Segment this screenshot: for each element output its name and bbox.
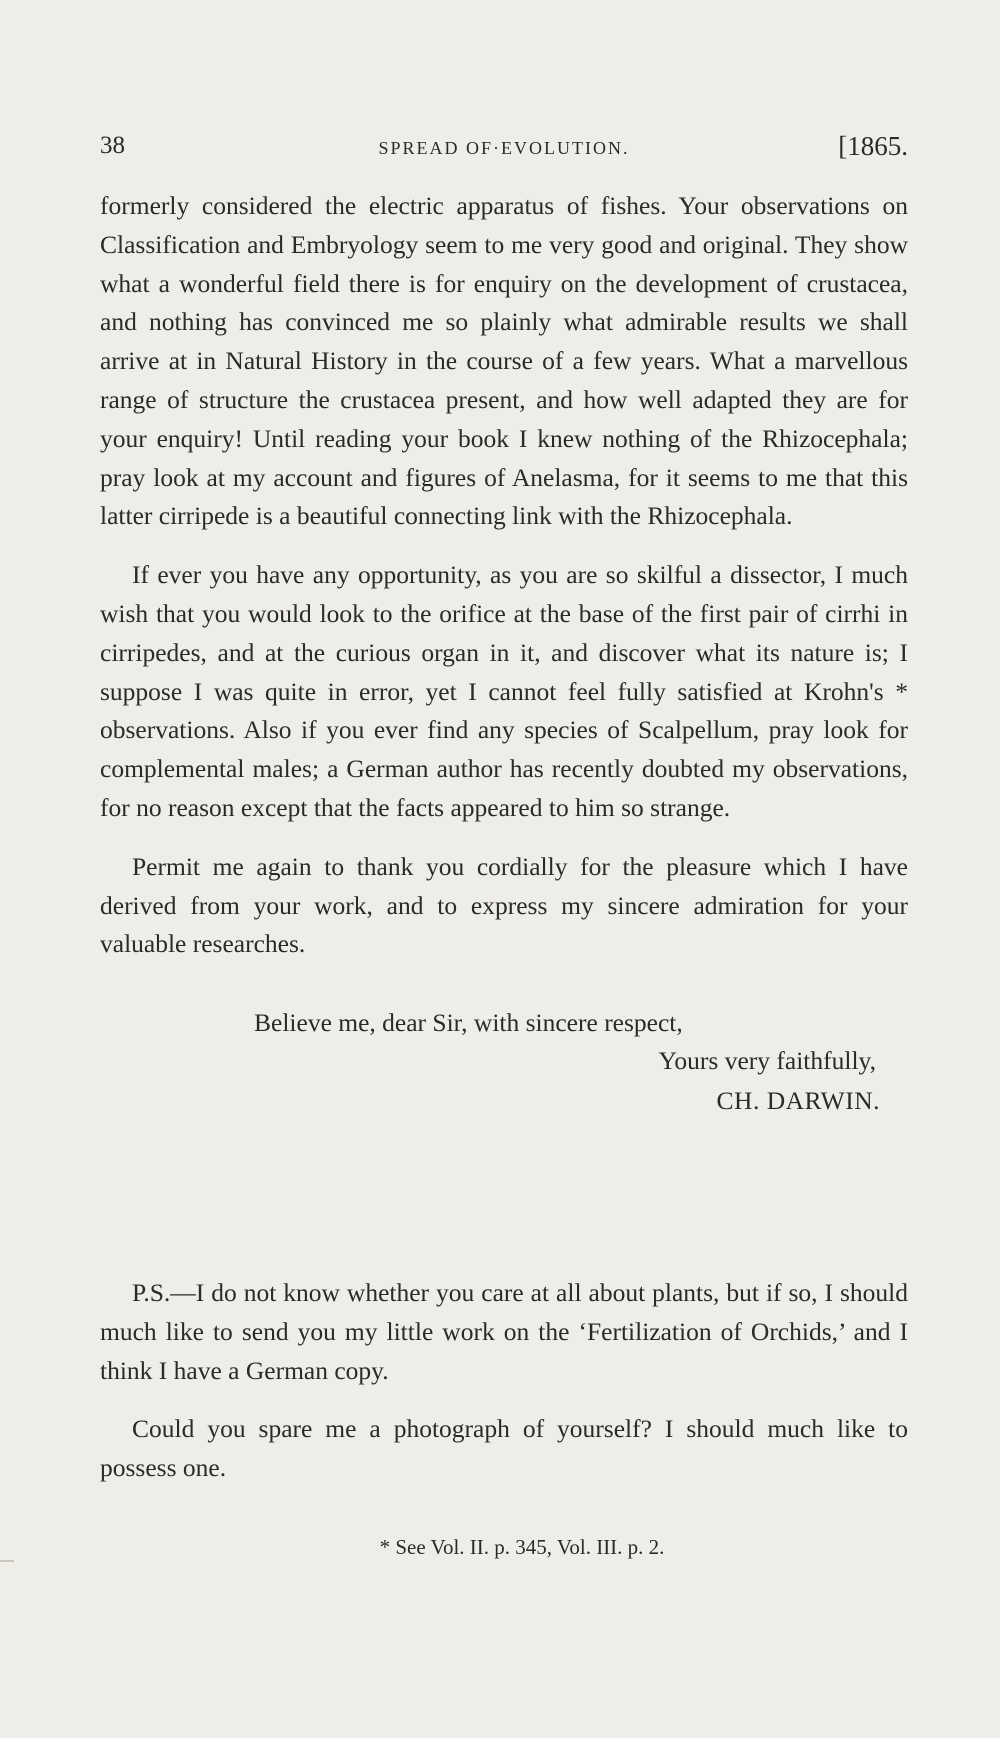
running-title: SPREAD OF·EVOLUTION. — [378, 138, 630, 158]
running-year: [1865. — [838, 131, 908, 161]
signature: CH. DARWIN. — [716, 1086, 880, 1115]
running-head — [100, 126, 908, 166]
paragraph: P.S.—I do not know whether you care at all about plants, but if so, I should much like to send you my little work on the ‘Fertilization of Orchids,’ and I think I have a German copy. — [100, 1278, 908, 1385]
letter-body — [100, 187, 908, 964]
postscript — [100, 1274, 908, 1488]
footnote: * See Vol. II. p. 345, Vol. III. p. 2. — [379, 1535, 665, 1559]
paragraph: Could you spare me a photograph of yourself? I should much like to possess one. — [100, 1414, 908, 1483]
paragraph: If ever you have any opportunity, as you are so skilful a dissector, I much wish that you would look to the orifice at the base of the first pair of cirrhi in cirripedes, and at the curious organ in it, and discover what its nature is; I suppose I was quite in error, yet I cannot feel fully satisfied at Krohn's * observations. Also if you ever find any species of Scalpellum, pray look for complemental males; a German author has recently doubted my observations, for no reason except that the facts appeared to him so strange. — [100, 560, 908, 822]
closing-line: Believe me, dear Sir, with sincere respect, — [254, 1008, 683, 1037]
paragraph: formerly considered the electric apparatus of fishes. Your observations on Classification and Embryology seem to me very good and original. They show what a wonderful field there is for enquiry on the development of crustacea, and nothing has convinced me so plainly what admirable results we shall arrive at in Natural History in the course of a few years. What a marvellous range of structure the crustacea present, and how well adapted they are for your enquiry! Until reading your book I knew nothing of the Rhizocephala; pray look at my account and figures of Anelasma, for it seems to me that this latter cirripede is a beautiful connecting link with the Rhizocephala. — [100, 191, 908, 531]
page-number: 38 — [100, 132, 125, 159]
margin-mark — [0, 1560, 14, 1562]
paragraph: Permit me again to thank you cordially for the pleasure which I have derived from your work, and to express my sincere admiration for your valuable researches. — [100, 851, 908, 959]
closing-line: Yours very faithfully, — [658, 1046, 876, 1075]
